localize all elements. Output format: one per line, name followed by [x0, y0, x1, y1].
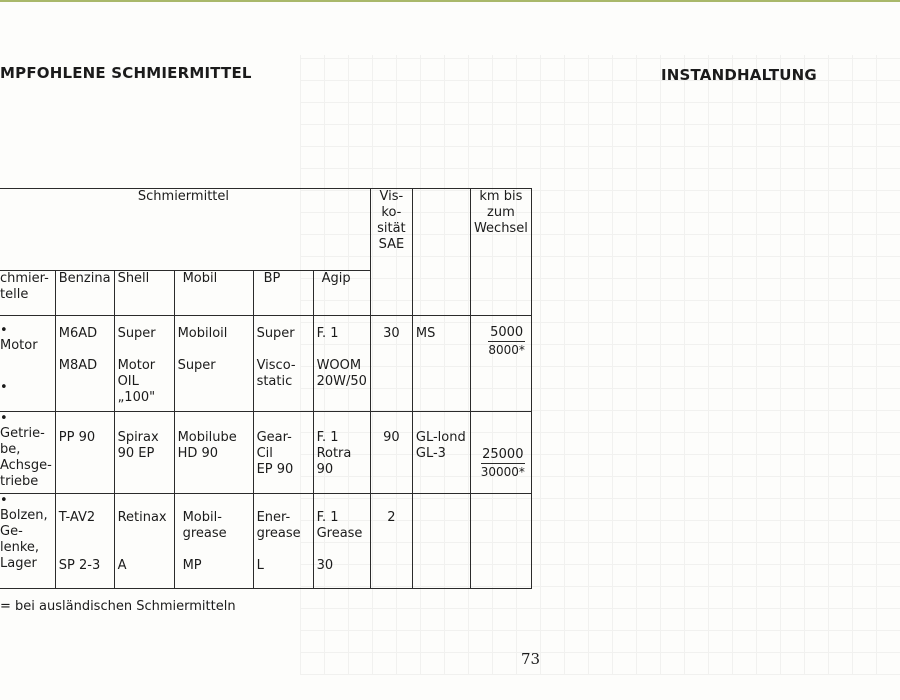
header-lubrication-point: chmier- telle [0, 271, 55, 316]
cell-benzina: PP 90 [55, 412, 114, 494]
cell-agip: F. 1 Rotra 90 [313, 412, 370, 494]
table-row-point [0, 412, 55, 494]
header-bp: BP [253, 271, 313, 316]
cell-spec: GL-lond GL-3 [412, 412, 470, 494]
viscosity-header: Vis- ko- sität SAE [370, 189, 412, 316]
km-interval-value: 25000 [482, 447, 524, 462]
cell-spec: MS [412, 316, 470, 412]
cell-agip: F. 1 WOOM 20W/50 [313, 316, 370, 412]
km-interval-foreign: 8000* [488, 343, 525, 357]
cell-sae: 30 [370, 316, 412, 412]
header-agip: Agip [313, 271, 370, 316]
row-point-label: Getrie- be, Achsge- triebe [0, 426, 52, 489]
footnote: = bei ausländischen Schmiermitteln [0, 599, 236, 614]
cell-shell: Spirax 90 EP [114, 412, 174, 494]
cell-shell: Retinax A [114, 494, 174, 589]
cell-mobil: Mobil- grease MP [174, 494, 253, 589]
section-title-right: INSTANDHALTUNG [661, 66, 817, 84]
group-header-schmiermittel: Schmiermittel [0, 189, 370, 271]
row-point-label: Bolzen, Ge- lenke, Lager [0, 508, 48, 571]
cell-spec [412, 494, 470, 589]
table-row-point [0, 494, 55, 589]
bullet-marker: • [0, 323, 8, 338]
cell-mobil: Mobiloil Super [174, 316, 253, 412]
table-row-point [0, 316, 55, 412]
row-point-label: Motor [0, 338, 38, 353]
header-mobil: Mobil [174, 271, 253, 316]
cell-benzina: M6AD M8AD [55, 316, 114, 412]
cell-sae: 2 [370, 494, 412, 589]
cell-bp: Super Visco- static [253, 316, 313, 412]
top-edge-rule [0, 0, 900, 2]
cell-km [470, 412, 531, 494]
cell-mobil: Mobilube HD 90 [174, 412, 253, 494]
km-interval-foreign: 30000* [480, 465, 525, 479]
km-header: km bis zum Wechsel [470, 189, 531, 316]
bullet-marker: • [0, 493, 8, 508]
cell-km [470, 494, 531, 589]
cell-benzina: T-AV2 SP 2-3 [55, 494, 114, 589]
cell-shell: Super Motor OIL „100" [114, 316, 174, 412]
lubricant-table [0, 188, 532, 589]
cell-sae: 90 [370, 412, 412, 494]
km-interval-value: 5000 [490, 325, 524, 340]
cell-bp: Gear- Cil EP 90 [253, 412, 313, 494]
spec-header [412, 189, 470, 316]
section-title-left: MPFOHLENE SCHMIERMITTEL [0, 64, 252, 82]
header-shell: Shell [114, 271, 174, 316]
cell-agip: F. 1 Grease 30 [313, 494, 370, 589]
page-number: 73 [521, 650, 541, 668]
bullet-marker: • [0, 411, 8, 426]
cell-km [470, 316, 531, 412]
header-benzina: Benzina [55, 271, 114, 316]
cell-bp: Ener- grease L [253, 494, 313, 589]
bullet-marker: • [0, 380, 8, 395]
